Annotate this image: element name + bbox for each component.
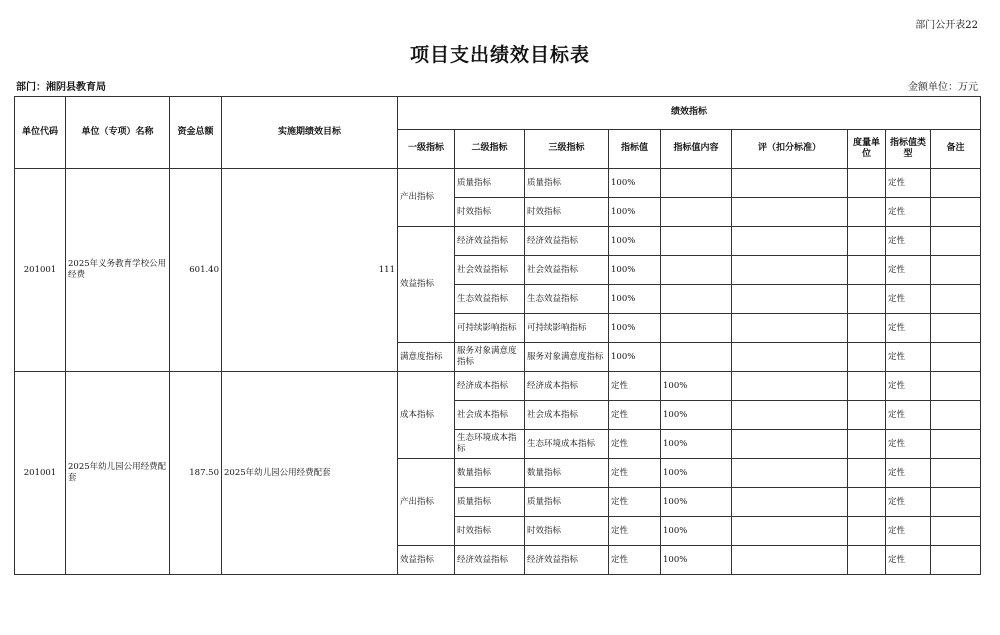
total-funds-cell: 187.50 (170, 372, 222, 575)
value-cell: 定性 (609, 488, 661, 517)
value-cell: 定性 (609, 430, 661, 459)
level2-cell: 质量指标 (455, 169, 525, 198)
value-type-cell: 定性 (886, 372, 931, 401)
score-cell (732, 517, 848, 546)
header-unit-code: 单位代码 (15, 97, 66, 169)
note-cell (931, 169, 981, 198)
note-cell (931, 198, 981, 227)
value-cell: 100% (609, 343, 661, 372)
score-cell (732, 343, 848, 372)
amount-unit-label: 金额单位：万元 (908, 82, 978, 93)
score-cell (732, 256, 848, 285)
level2-cell: 经济效益指标 (455, 227, 525, 256)
score-cell (732, 401, 848, 430)
score-cell (732, 372, 848, 401)
note-cell (931, 459, 981, 488)
measure-unit-cell (848, 169, 886, 198)
content-cell (661, 169, 732, 198)
note-cell (931, 227, 981, 256)
level1-cell: 效益指标 (398, 227, 455, 343)
level2-cell: 经济成本指标 (455, 372, 525, 401)
score-cell (732, 285, 848, 314)
level2-cell: 服务对象满意度指标 (455, 343, 525, 372)
level1-cell: 满意度指标 (398, 343, 455, 372)
level2-cell: 质量指标 (455, 488, 525, 517)
note-cell (931, 343, 981, 372)
note-cell (931, 372, 981, 401)
value-cell: 100% (609, 227, 661, 256)
level3-cell: 质量指标 (525, 169, 609, 198)
header-measure-unit: 度量单位 (848, 130, 886, 169)
total-funds-cell: 601.40 (170, 169, 222, 372)
goal-cell: 2025年幼儿园公用经费配套 (222, 372, 398, 575)
value-type-cell: 定性 (886, 517, 931, 546)
value-type-cell: 定性 (886, 198, 931, 227)
score-cell (732, 546, 848, 575)
value-type-cell: 定性 (886, 459, 931, 488)
table-row (15, 169, 981, 198)
goal-cell: 111 (222, 169, 398, 372)
level3-cell: 生态环境成本指标 (525, 430, 609, 459)
header-content: 指标值内容 (661, 130, 732, 169)
content-cell (661, 343, 732, 372)
measure-unit-cell (848, 401, 886, 430)
measure-unit-cell (848, 227, 886, 256)
measure-unit-cell (848, 517, 886, 546)
content-cell: 100% (661, 459, 732, 488)
level3-cell: 经济效益指标 (525, 227, 609, 256)
level3-cell: 社会效益指标 (525, 256, 609, 285)
level3-cell: 生态效益指标 (525, 285, 609, 314)
header-score: 评（扣分标准） (732, 130, 848, 169)
note-cell (931, 488, 981, 517)
department-label: 部门：湘阴县教育局 (16, 82, 106, 93)
unit-name-cell: 2025年幼儿园公用经费配套 (66, 372, 170, 575)
header-value-type: 指标值类型 (886, 130, 931, 169)
value-cell: 100% (609, 198, 661, 227)
level2-cell: 生态效益指标 (455, 285, 525, 314)
value-type-cell: 定性 (886, 256, 931, 285)
header-value: 指标值 (609, 130, 661, 169)
value-cell: 100% (609, 314, 661, 343)
content-cell (661, 227, 732, 256)
form-number: 部门公开表22 (915, 20, 978, 31)
header-level1: 一级指标 (398, 130, 455, 169)
header-level2: 二级指标 (455, 130, 525, 169)
score-cell (732, 314, 848, 343)
level2-cell: 社会效益指标 (455, 256, 525, 285)
measure-unit-cell (848, 372, 886, 401)
header-performance-indicators: 绩效指标 (398, 97, 981, 130)
level3-cell: 经济成本指标 (525, 372, 609, 401)
content-cell: 100% (661, 430, 732, 459)
header-row-1 (15, 97, 981, 130)
level3-cell: 时效指标 (525, 198, 609, 227)
unit-code-cell: 201001 (15, 372, 66, 575)
note-cell (931, 285, 981, 314)
level2-cell: 社会成本指标 (455, 401, 525, 430)
level3-cell: 社会成本指标 (525, 401, 609, 430)
note-cell (931, 430, 981, 459)
note-cell (931, 401, 981, 430)
level2-cell: 时效指标 (455, 198, 525, 227)
measure-unit-cell (848, 314, 886, 343)
value-cell: 定性 (609, 517, 661, 546)
level2-cell: 可持续影响指标 (455, 314, 525, 343)
value-type-cell: 定性 (886, 488, 931, 517)
value-cell: 定性 (609, 546, 661, 575)
level2-cell: 经济效益指标 (455, 546, 525, 575)
score-cell (732, 488, 848, 517)
score-cell (732, 198, 848, 227)
unit-name-cell: 2025年义务教育学校公用经费 (66, 169, 170, 372)
value-type-cell: 定性 (886, 169, 931, 198)
header-total-funds: 资金总额 (170, 97, 222, 169)
header-goal: 实施期绩效目标 (222, 97, 398, 169)
header-note: 备注 (931, 130, 981, 169)
content-cell (661, 314, 732, 343)
measure-unit-cell (848, 256, 886, 285)
content-cell: 100% (661, 546, 732, 575)
note-cell (931, 517, 981, 546)
level3-cell: 经济效益指标 (525, 546, 609, 575)
level3-cell: 质量指标 (525, 488, 609, 517)
page-title: 项目支出绩效目标表 (409, 44, 590, 66)
value-cell: 100% (609, 285, 661, 314)
content-cell: 100% (661, 517, 732, 546)
level2-cell: 生态环境成本指标 (455, 430, 525, 459)
level1-cell: 效益指标 (398, 546, 455, 575)
header-level3: 三级指标 (525, 130, 609, 169)
content-cell: 100% (661, 372, 732, 401)
content-cell (661, 198, 732, 227)
content-cell: 100% (661, 401, 732, 430)
value-cell: 定性 (609, 372, 661, 401)
measure-unit-cell (848, 285, 886, 314)
table-row (15, 372, 981, 401)
value-cell: 定性 (609, 459, 661, 488)
note-cell (931, 256, 981, 285)
measure-unit-cell (848, 343, 886, 372)
level2-cell: 数量指标 (455, 459, 525, 488)
level3-cell: 可持续影响指标 (525, 314, 609, 343)
value-cell: 定性 (609, 401, 661, 430)
level3-cell: 时效指标 (525, 517, 609, 546)
value-type-cell: 定性 (886, 401, 931, 430)
value-type-cell: 定性 (886, 343, 931, 372)
score-cell (732, 459, 848, 488)
level1-cell: 产出指标 (398, 459, 455, 546)
content-cell (661, 256, 732, 285)
unit-code-cell: 201001 (15, 169, 66, 372)
score-cell (732, 169, 848, 198)
note-cell (931, 546, 981, 575)
header-unit-name: 单位（专项）名称 (66, 97, 170, 169)
level1-cell: 成本指标 (398, 372, 455, 459)
value-cell: 100% (609, 256, 661, 285)
level2-cell: 时效指标 (455, 517, 525, 546)
content-cell (661, 285, 732, 314)
measure-unit-cell (848, 488, 886, 517)
value-cell: 100% (609, 169, 661, 198)
measure-unit-cell (848, 546, 886, 575)
value-type-cell: 定性 (886, 285, 931, 314)
score-cell (732, 227, 848, 256)
score-cell (732, 430, 848, 459)
measure-unit-cell (848, 459, 886, 488)
performance-target-table (14, 96, 981, 575)
measure-unit-cell (848, 198, 886, 227)
level1-cell: 产出指标 (398, 169, 455, 227)
value-type-cell: 定性 (886, 430, 931, 459)
measure-unit-cell (848, 430, 886, 459)
value-type-cell: 定性 (886, 546, 931, 575)
content-cell: 100% (661, 488, 732, 517)
level3-cell: 服务对象满意度指标 (525, 343, 609, 372)
note-cell (931, 314, 981, 343)
value-type-cell: 定性 (886, 227, 931, 256)
level3-cell: 数量指标 (525, 459, 609, 488)
value-type-cell: 定性 (886, 314, 931, 343)
